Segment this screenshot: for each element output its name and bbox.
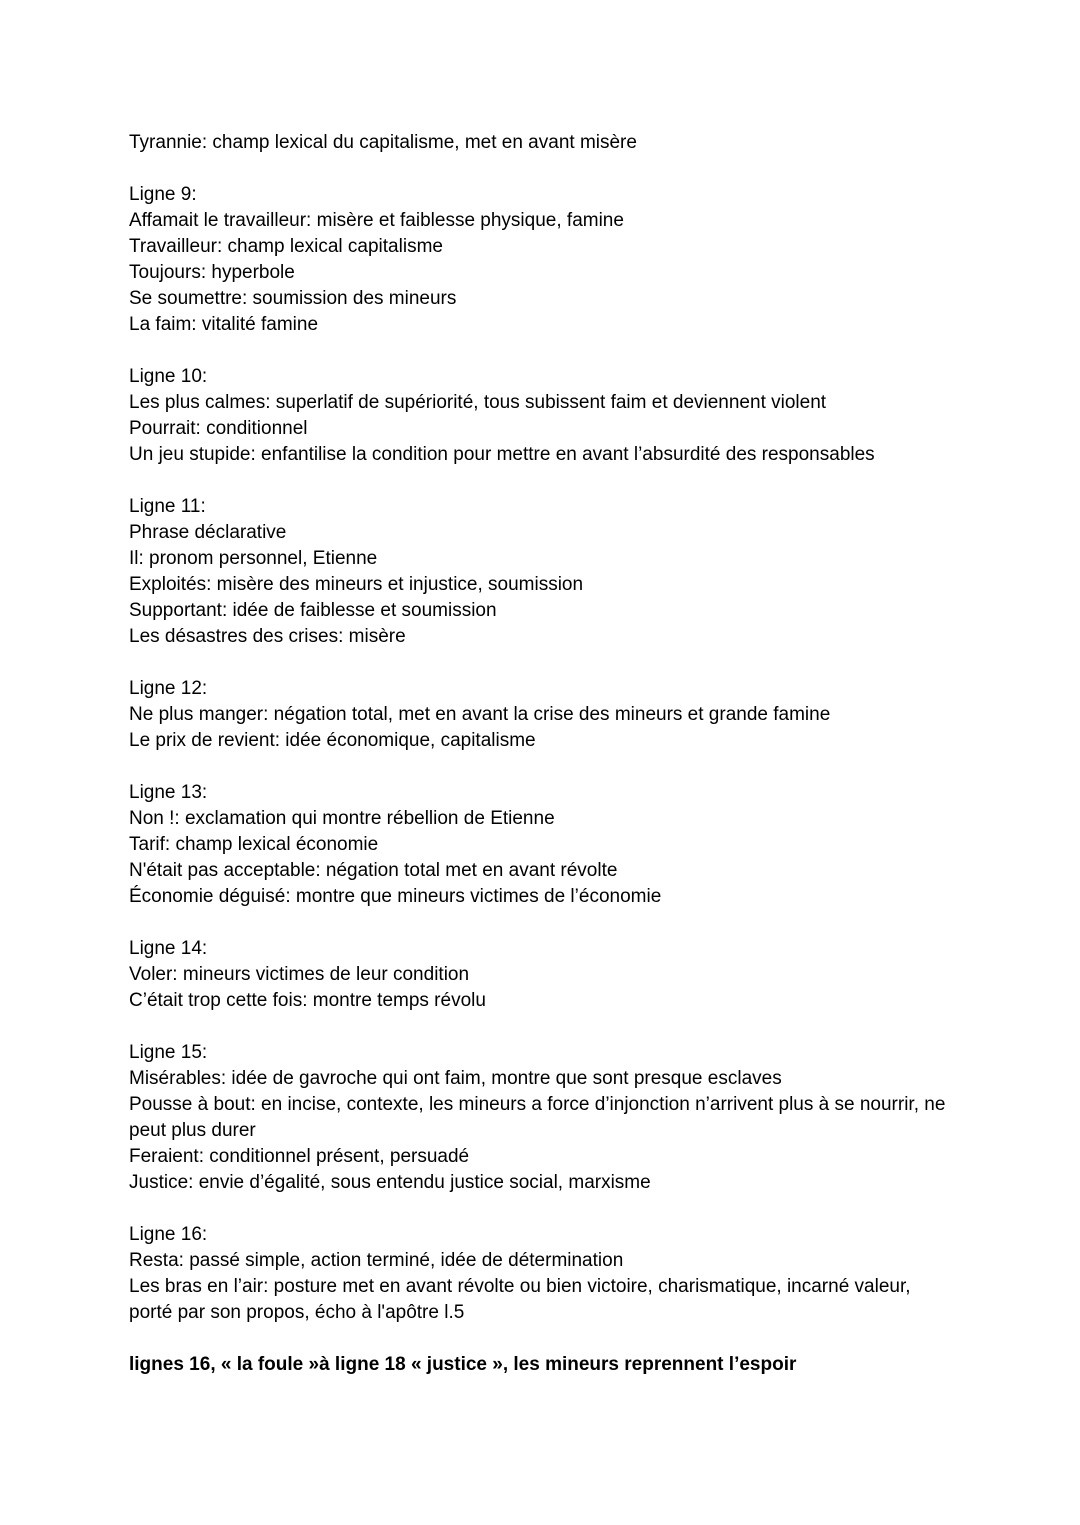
text-line: Ligne 15: [129, 1042, 208, 1063]
paragraph [129, 676, 952, 754]
text-line: Ne plus manger: négation total, met en avant la crise des mineurs et grande famine [129, 704, 831, 725]
paragraph [129, 780, 952, 910]
paragraph [129, 364, 952, 468]
text-line: C’était trop cette fois: montre temps révolu [129, 990, 486, 1011]
text-line: Les bras en l’air: posture met en avant révolte ou bien victoire, charismatique, incarné valeur, porté par son propos, écho à l'apôtre l.5 [129, 1276, 911, 1323]
text-line: Ligne 13: [129, 782, 208, 803]
text-line: Pousse à bout: en incise, contexte, les mineurs a force d’injonction n’arrivent plus à se nourrir, ne peut plus durer [129, 1094, 946, 1141]
text-line: Les désastres des crises: misère [129, 626, 406, 647]
text-line: Affamait le travailleur: misère et faiblesse physique, famine [129, 210, 624, 231]
text-line: Il: pronom personnel, Etienne [129, 548, 378, 569]
paragraph [129, 182, 952, 338]
text-line: Travailleur: champ lexical capitalisme [129, 236, 443, 257]
paragraph [129, 494, 952, 650]
text-line: Justice: envie d’égalité, sous entendu justice social, marxisme [129, 1172, 651, 1193]
text-line: Tyrannie: champ lexical du capitalisme, met en avant misère [129, 132, 637, 153]
text-line: La faim: vitalité famine [129, 314, 319, 335]
text-line: Ligne 10: [129, 366, 208, 387]
text-line: Tarif: champ lexical économie [129, 834, 379, 855]
text-line: Feraient: conditionnel présent, persuadé [129, 1146, 470, 1167]
paragraph [129, 130, 952, 156]
text-line: N'était pas acceptable: négation total met en avant révolte [129, 860, 618, 881]
text-line: Ligne 9: [129, 184, 197, 205]
text-line: Pourrait: conditionnel [129, 418, 308, 439]
text-line: Ligne 11: [129, 496, 206, 517]
text-line: Supportant: idée de faiblesse et soumission [129, 600, 497, 621]
text-line: lignes 16, « la foule »à ligne 18 « justice », les mineurs reprennent l’espoir [129, 1354, 797, 1375]
text-line: Toujours: hyperbole [129, 262, 295, 283]
text-line: Ligne 12: [129, 678, 208, 699]
text-line: Le prix de revient: idée économique, capitalisme [129, 730, 536, 751]
paragraph [129, 1222, 952, 1326]
paragraph-heading [129, 1352, 952, 1378]
text-line: Un jeu stupide: enfantilise la condition pour mettre en avant l’absurdité des responsables [129, 444, 875, 465]
paragraph [129, 936, 952, 1014]
text-line: Resta: passé simple, action terminé, idée de détermination [129, 1250, 624, 1271]
document-content [129, 130, 952, 1378]
text-line: Se soumettre: soumission des mineurs [129, 288, 457, 309]
text-line: Phrase déclarative [129, 522, 287, 543]
text-line: Économie déguisé: montre que mineurs victimes de l’économie [129, 886, 662, 907]
text-line: Misérables: idée de gavroche qui ont faim, montre que sont presque esclaves [129, 1068, 782, 1089]
text-line: Non !: exclamation qui montre rébellion de Etienne [129, 808, 555, 829]
text-line: Les plus calmes: superlatif de supériorité, tous subissent faim et deviennent violent [129, 392, 827, 413]
text-line: Voler: mineurs victimes de leur condition [129, 964, 470, 985]
paragraph [129, 1040, 952, 1196]
text-line: Exploités: misère des mineurs et injustice, soumission [129, 574, 584, 595]
text-line: Ligne 14: [129, 938, 208, 959]
text-line: Ligne 16: [129, 1224, 208, 1245]
